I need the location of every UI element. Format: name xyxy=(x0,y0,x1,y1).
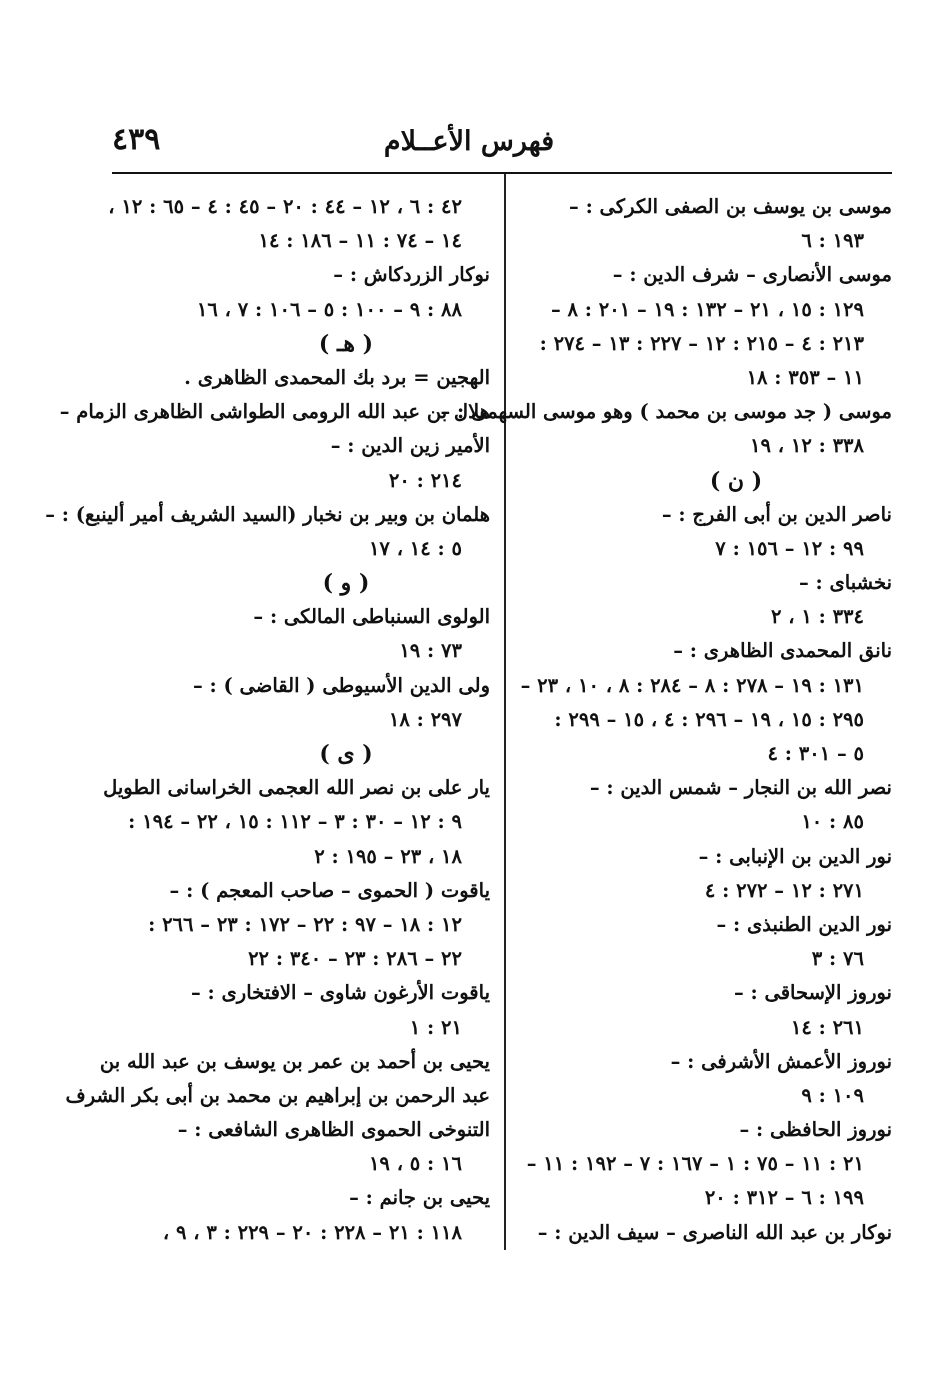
index-entry-reference: ٢١ : ١١ – ٧٥ : ١ – ١٦٧ : ٧ – ١٩٢ : ١١ – xyxy=(526,1152,864,1176)
index-entry-name: الولوى السنباطى المالكى : – xyxy=(253,605,490,629)
index-entry-name: نوكار بن عبد الله الناصرى – سيف الدين : – xyxy=(537,1220,892,1244)
index-entry-reference: ٧٦ : ٣ xyxy=(811,947,864,971)
index-entry-name: يار على بن نصر الله العجمى الخراسانى الطويل xyxy=(103,776,490,800)
index-entry-reference: ٢٩٧ : ١٨ xyxy=(388,707,462,731)
index-entry-name: الأمير زين الدين : – xyxy=(330,434,490,458)
index-entry-name: يحيى بن أحمد بن عمر بن يوسف بن عبد الله بن xyxy=(99,1049,490,1073)
section-letter-heading: ( ن ) xyxy=(709,467,763,494)
index-entry-reference: ٢٧١ : ١٢ – ٢٧٢ : ٤ xyxy=(704,878,864,902)
index-entry-reference: ٤٢ : ٦ ، ١٢ – ٤٤ : ٢٠ – ٤٥ : ٤ – ٦٥ : ١٢ ، xyxy=(108,195,462,218)
index-entry-name: موسى الأنصارى – شرف الدين : – xyxy=(612,263,892,287)
section-letter-heading: ( هـ ) xyxy=(318,330,374,357)
index-entry-reference: ٥ : ١٤ ، ١٧ xyxy=(368,536,462,560)
index-entry-reference: ٧٣ : ١٩ xyxy=(399,639,462,663)
index-entry-name: عبد الرحمن بن إبراهيم بن محمد بن أبى بكر الشرف xyxy=(65,1083,490,1107)
index-entry-reference: ١١ – ٣٥٣ : ١٨ xyxy=(746,365,864,389)
page-title: فهرس الأعــلام xyxy=(383,126,555,157)
header-rule xyxy=(112,172,892,174)
index-entry-reference: ٢١٣ : ٤ – ٢١٥ : ١٢ – ٢٢٧ : ١٣ – ٢٧٤ : xyxy=(539,331,864,355)
index-entry-name: نور الدين الطنبذى : – xyxy=(716,912,892,936)
index-entry-reference: ١٦ : ٥ ، ١٩ xyxy=(368,1152,462,1176)
index-entry-reference: ١٠٩ : ٩ xyxy=(801,1083,864,1107)
index-entry-reference: ٢٢ – ٢٨٦ : ٢٣ – ٣٤٠ : ٢٢ xyxy=(248,947,462,971)
index-entry-name: ناصر الدين بن أبى الفرج : – xyxy=(661,502,892,526)
index-entry-name: هلمان بن وبير بن نخبار (السيد الشريف أمير ألينبع) : – xyxy=(45,502,490,526)
left-column xyxy=(45,190,490,1250)
section-letter-heading: ( ى ) xyxy=(319,741,373,767)
index-entry-name: ياقوت ( الحموى – صاحب المعجم ) : – xyxy=(169,878,490,902)
index-entry-name: نانق المحمدى الظاهرى : – xyxy=(673,639,892,663)
index-entry-reference: ٢١ : ١ xyxy=(409,1015,462,1039)
index-entry-reference: ٩ : ١٢ – ٣٠ : ٣ – ١١٢ : ١٥ ، ٢٢ – ١٩٤ : xyxy=(128,810,462,834)
right-column xyxy=(440,190,892,1250)
index-entry-reference: ١٩٣ : ٦ xyxy=(801,229,864,253)
index-entry-reference: ١٩٩ : ٦ – ٣١٢ : ٢٠ xyxy=(704,1186,864,1210)
index-entry-name: موسى ( جد موسى بن محمد ) وهو موسى السهمى : – xyxy=(440,400,892,424)
index-entry-name: نوكار الزردكاش : – xyxy=(333,263,490,287)
index-entry-reference: ٥ – ٣٠١ : ٤ xyxy=(767,742,864,765)
index-entry-name: ولى الدين الأسيوطى ( القاضى ) : – xyxy=(193,673,490,697)
index-entry-name: التنوخى الحموى الظاهرى الشافعى : – xyxy=(177,1118,490,1142)
index-entry-name: نوروز الأعمش الأشرفى : – xyxy=(670,1049,892,1073)
index-entry-name: نخشباى : – xyxy=(798,571,892,595)
index-entry-reference: ٢٩٥ : ١٥ ، ١٩ – ٢٩٦ : ٤ ، ١٥ – ٢٩٩ : xyxy=(554,707,864,731)
index-entry-reference: ١٣١ : ١٩ – ٢٧٨ : ٨ – ٢٨٤ : ٨ ، ١٠ ، ٢٣ – xyxy=(520,673,864,697)
index-entry-name: نوروز الحافظى : – xyxy=(739,1118,892,1142)
index-entry-name: هلال بن عبد الله الرومى الطواشى الظاهرى الزمام – xyxy=(59,400,490,424)
index-entry-name: الهجين = برد بك المحمدى الظاهرى . xyxy=(184,365,490,389)
index-entry-reference: ٢٦١ : ١٤ xyxy=(790,1015,864,1039)
index-entry-name: نوروز الإسحاقى : – xyxy=(733,981,892,1005)
index-entry-reference: ١٢ : ١٨ – ٩٧ : ٢٢ – ١٧٢ : ٢٣ – ٢٦٦ : xyxy=(148,912,462,936)
column-divider xyxy=(504,174,506,1250)
index-entry-reference: ١٢٩ : ١٥ ، ٢١ – ١٣٢ : ١٩ – ٢٠١ : ٨ – xyxy=(550,297,864,321)
index-entry-reference: ١٤ – ٧٤ : ١١ – ١٨٦ : ١٤ xyxy=(258,229,462,253)
index-entry-reference: ٢١٤ : ٢٠ xyxy=(388,468,462,492)
index-entry-reference: ١٨ ، ٢٣ – ١٩٥ : ٢ xyxy=(314,844,462,868)
index-entry-reference: ٨٨ : ٩ – ١٠٠ : ٥ – ١٠٦ : ٧ ، ١٦ xyxy=(196,297,462,321)
index-entry-name: ياقوت الأرغون شاوى – الافتخارى : – xyxy=(190,981,490,1005)
index-entry-name: نور الدين بن الإنبابى : – xyxy=(698,844,892,868)
index-entry-reference: ١١٨ : ٢١ – ٢٢٨ : ٢٠ – ٢٢٩ : ٣ ، ٩ ، xyxy=(162,1220,462,1244)
index-entry-reference: ٨٥ : ١٠ xyxy=(801,810,864,834)
page-number: ٤٣٩ xyxy=(112,122,161,157)
index-entry-reference: ٣٣٤ : ١ ، ٢ xyxy=(770,605,864,629)
index-entry-reference: ٩٩ : ١٢ – ١٥٦ : ٧ xyxy=(715,536,864,560)
index-entry-name: نصر الله بن النجار – شمس الدين : – xyxy=(589,776,892,800)
index-entry-name: موسى بن يوسف بن الصفى الكركى : – xyxy=(569,195,892,218)
section-letter-heading: ( و ) xyxy=(322,570,370,597)
index-entry-name: يحيى بن جانم : – xyxy=(349,1186,490,1210)
index-entry-reference: ٣٣٨ : ١٢ ، ١٩ xyxy=(750,434,864,458)
